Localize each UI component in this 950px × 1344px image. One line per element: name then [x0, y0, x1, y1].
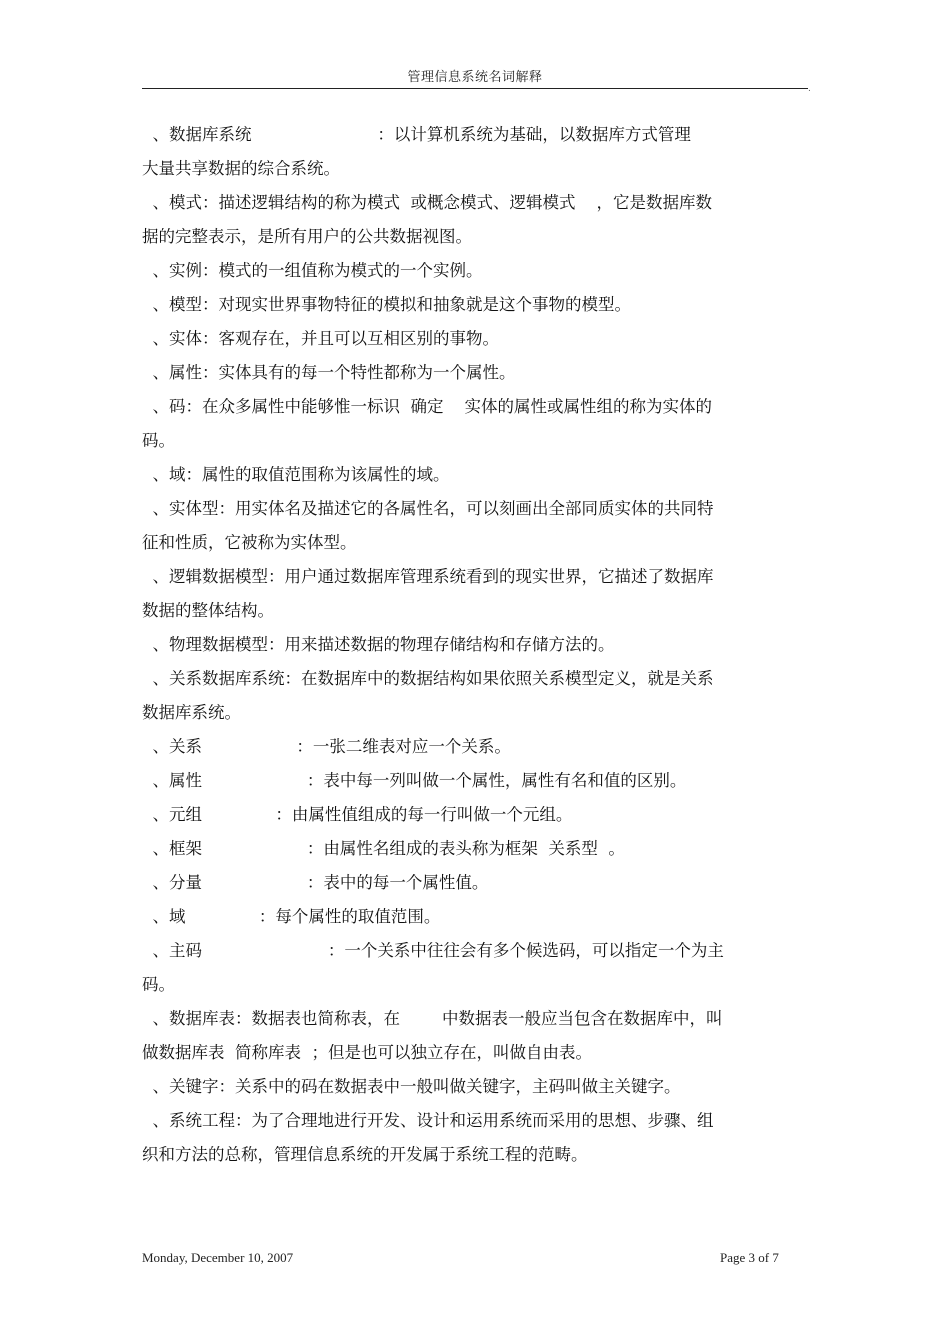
text-line: 数据库系统。	[142, 703, 241, 722]
text-line: 、逻辑数据模型：用户通过数据库管理系统看到的现实世界，它描述了数据库	[142, 567, 714, 586]
text-line: 、分量 ：表中的每一个属性值。	[142, 873, 489, 892]
text-line: 、域：属性的取值范围称为该属性的域。	[142, 465, 450, 484]
text-line: 、关系 ：一张二维表对应一个关系。	[142, 737, 511, 756]
text-line: 码。	[142, 975, 175, 994]
text-line: 、码：在众多属性中能够惟一标识 确定 实体的属性或属性组的称为实体的	[142, 397, 712, 416]
text-line: 、数据库表：数据表也简称表，在 中数据表一般应当包含在数据库中，叫	[142, 1009, 723, 1028]
text-line: 、属性 ：表中每一列叫做一个属性，属性有名和值的区别。	[142, 771, 687, 790]
text-line: 、主码 ：一个关系中往往会有多个候选码，可以指定一个为主	[142, 941, 724, 960]
page-header-title: 管理信息系统名词解释	[407, 70, 543, 85]
text-line: 大量共享数据的综合系统。	[142, 159, 340, 178]
text-line: 、模式：描述逻辑结构的称为模式 或概念模式、逻辑模式 ，它是数据库数	[142, 193, 712, 212]
header-mark: .	[808, 84, 811, 94]
text-line: 据的完整表示，是所有用户的公共数据视图。	[142, 227, 472, 246]
text-line: 、物理数据模型：用来描述数据的物理存储结构和存储方法的。	[142, 635, 615, 654]
text-line: 、关键字：关系中的码在数据表中一般叫做关键字，主码叫做主关键字。	[142, 1077, 681, 1096]
text-line: 、域 ：每个属性的取值范围。	[142, 907, 441, 926]
text-line: 数据的整体结构。	[142, 601, 274, 620]
text-line: 、关系数据库系统：在数据库中的数据结构如果依照关系模型定义，就是关系	[142, 669, 714, 688]
text-line: 、实体型：用实体名及描述它的各属性名，可以刻画出全部同质实体的共同特	[142, 499, 714, 518]
text-line: 、模型：对现实世界事物特征的模拟和抽象就是这个事物的模型。	[142, 295, 631, 314]
text-line: 织和方法的总称，管理信息系统的开发属于系统工程的范畴。	[142, 1145, 588, 1164]
text-line: 征和性质，它被称为实体型。	[142, 533, 357, 552]
footer-date: Monday, December 10, 2007	[142, 1250, 294, 1265]
text-line: 、数据库系统 ：以计算机系统为基础，以数据库方式管理	[142, 125, 691, 144]
text-line: 做数据库表 简称库表 ；但是也可以独立存在，叫做自由表。	[142, 1043, 592, 1062]
footer-page-number: Page 3 of 7	[720, 1250, 779, 1265]
text-line: 、框架 ：由属性名组成的表头称为框架 关系型 。	[142, 839, 625, 858]
text-line: 、属性：实体具有的每一个特性都称为一个属性。	[142, 363, 516, 382]
text-line: 、元组 ：由属性值组成的每一行叫做一个元组。	[142, 805, 573, 824]
document-body	[142, 118, 808, 1172]
text-line: 码。	[142, 431, 175, 450]
text-line: 、实例：模式的一组值称为模式的一个实例。	[142, 261, 483, 280]
header-divider	[142, 88, 808, 89]
text-line: 、实体：客观存在，并且可以互相区别的事物。	[142, 329, 499, 348]
text-line: 、系统工程：为了合理地进行开发、设计和运用系统而采用的思想、步骤、组	[142, 1111, 714, 1130]
